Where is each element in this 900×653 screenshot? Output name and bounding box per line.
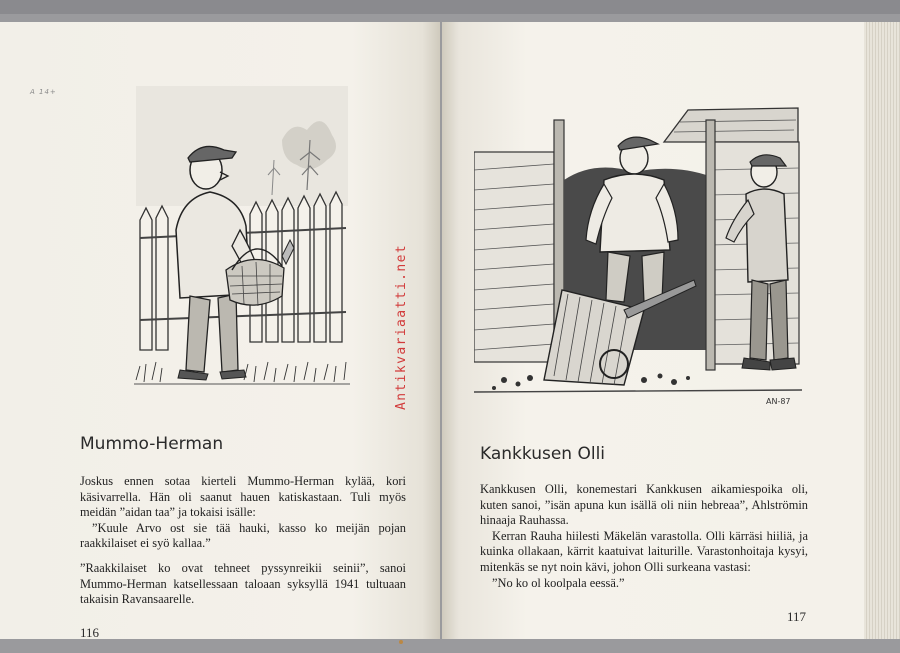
left-paragraph-1: Joskus ennen sotaa kierteli Mummo-Herman kylää, kori käsivarrella. Hän oli saanut hauen katiskastaan. Tuli myös meidän ”aidan taa” ja tokaisi isälle: bbox=[80, 474, 406, 520]
left-page bbox=[0, 22, 440, 639]
pencil-mark: A 14+ bbox=[30, 88, 57, 96]
right-paragraph-2: Kerran Rauha hiilesti Mäkelän varastolla. Olli kärräsi hiiliä, ja kuinka ollakaan, kärrit kaatuivat laiturille. Varastonhoitaja kysyi, mitenkäs se nyt noin kävi, johon Olli surkeana vastasi: bbox=[480, 528, 808, 574]
illustration-mummo-herman bbox=[132, 80, 352, 392]
illustration-kankkusen-olli bbox=[474, 80, 804, 410]
left-paragraph-3: ”Raakkilaiset ko ovat tehneet pyssynreikii seinii”, sanoi Mummo-Herman katsellessaan taloaan syksyllä 1941 tultuaan takaisin Ravansaarelle. bbox=[80, 560, 406, 607]
left-paragraph-2: ”Kuule Arvo ost sie tää hauki, kasso ko meijän pojan raakkilaiset ei syö kallaa.” bbox=[80, 520, 406, 551]
man-with-basket-drawing bbox=[132, 80, 352, 392]
left-title: Mummo-Herman bbox=[80, 434, 224, 454]
right-paragraph-3: ”No ko ol koolpala eessä.” bbox=[492, 575, 625, 590]
spine-mark bbox=[399, 640, 403, 644]
illustration-signature: AN-87 bbox=[766, 397, 791, 406]
left-body bbox=[80, 474, 406, 608]
right-body bbox=[480, 482, 808, 591]
coal-cart-drawing bbox=[474, 80, 804, 410]
right-paragraph-1: Kankkusen Olli, konemestari Kankkusen aikamiespoika oli, kuten sanoi, ”isän apuna kun isällä oli niin hebreaa”, Ahlströmin hinaaja Rauhassa. bbox=[480, 482, 808, 528]
left-page-number: 116 bbox=[80, 625, 100, 639]
right-page-number: 117 bbox=[787, 609, 807, 624]
page-edges bbox=[864, 22, 900, 639]
watermark: Antikvariaatti.net bbox=[394, 243, 409, 410]
right-page bbox=[442, 22, 866, 639]
right-title: Kankkusen Olli bbox=[480, 444, 606, 464]
